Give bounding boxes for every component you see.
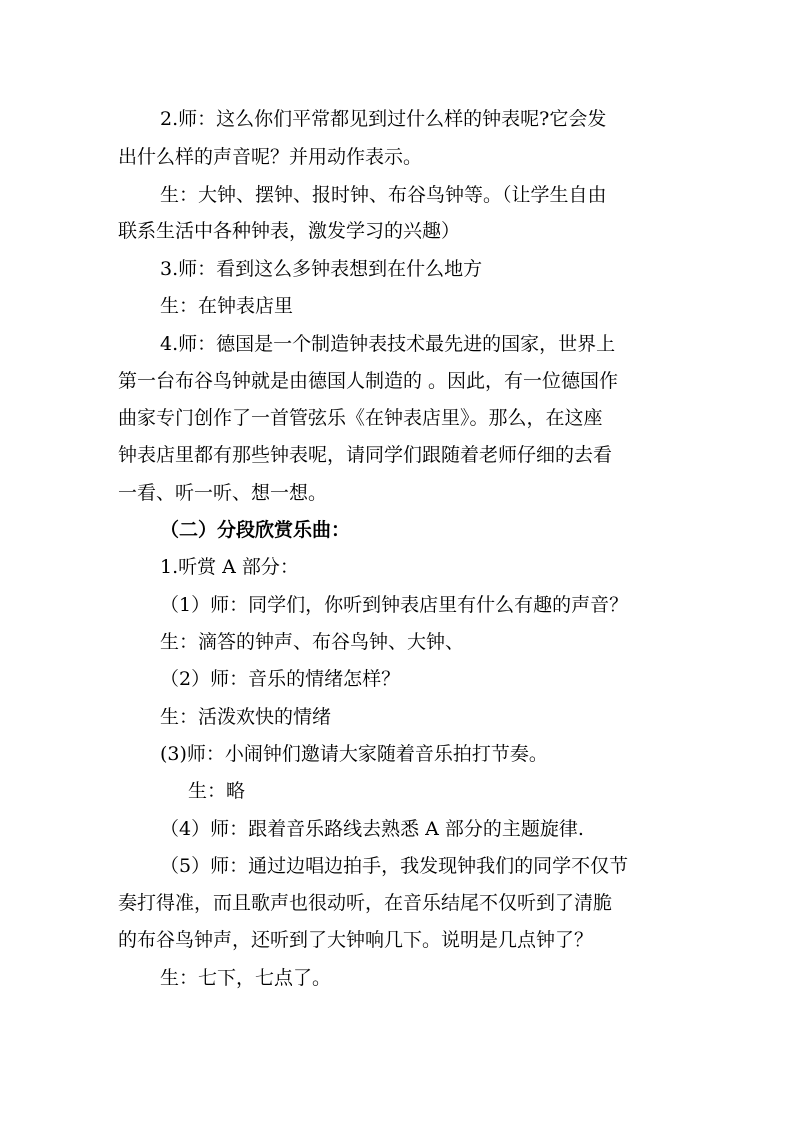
text-line: （4）师：跟着音乐路线去熟悉 A 部分的主题旋律. [160, 818, 584, 840]
text-line: (3)师：小闹钟们邀请大家随着音乐拍打节奏。 [160, 743, 548, 765]
text-line: 的布谷鸟钟声，还听到了大钟响几下。说明是几点钟了？ [118, 929, 594, 951]
text-line: 曲家专门创作了一首管弦乐《在钟表店里》。那么，在这座 [118, 407, 603, 429]
text-line: 生：略 [188, 780, 246, 802]
text-line: （1）师：同学们，你听到钟表店里有什么有趣的声音？ [160, 594, 629, 616]
text-line: 生：大钟、摆钟、报时钟、布谷鸟钟等。（让学生自由 [160, 184, 607, 206]
text-line: 生：活泼欢快的情绪 [160, 706, 332, 728]
text-line: 出什么样的声音呢？并用动作表示。 [118, 146, 423, 168]
text-line: 一看、听一听、想一想。 [118, 482, 328, 504]
text-line: （5）师：通过边唱边拍手，我发现钟我们的同学不仅节 [160, 855, 629, 877]
text-line: 联系生活中各种钟表，激发学习的兴趣） [118, 220, 461, 242]
text-line: 1.听赏 A 部分： [160, 556, 299, 578]
text-line: 奏打得准，而且歌声也很动听，在音乐结尾不仅听到了清脆 [118, 892, 613, 914]
text-line: （2）师：音乐的情绪怎样？ [160, 668, 401, 690]
text-line: 生：七下，七点了。 [160, 967, 332, 989]
text-line: 生：滴答的钟声、布谷鸟钟、大钟、 [160, 631, 465, 653]
text-line: 3.师：看到这么多钟表想到在什么地方 [160, 258, 483, 280]
text-line: 4.师：德国是一个制造钟表技术最先进的国家，世界上 [160, 333, 616, 355]
text-line: 钟表店里都有那些钟表呢，请同学们跟随着老师仔细的去看 [118, 444, 613, 466]
text-line: 生：在钟表店里 [160, 295, 294, 317]
section-heading: （二）分段欣赏乐曲： [160, 519, 351, 541]
text-line: 2.师：这么你们平常都见到过什么样的钟表呢?它会发 [160, 108, 607, 130]
text-line: 第一台布谷鸟钟就是由德国人制造的 。因此，有一位德国作 [118, 370, 619, 392]
